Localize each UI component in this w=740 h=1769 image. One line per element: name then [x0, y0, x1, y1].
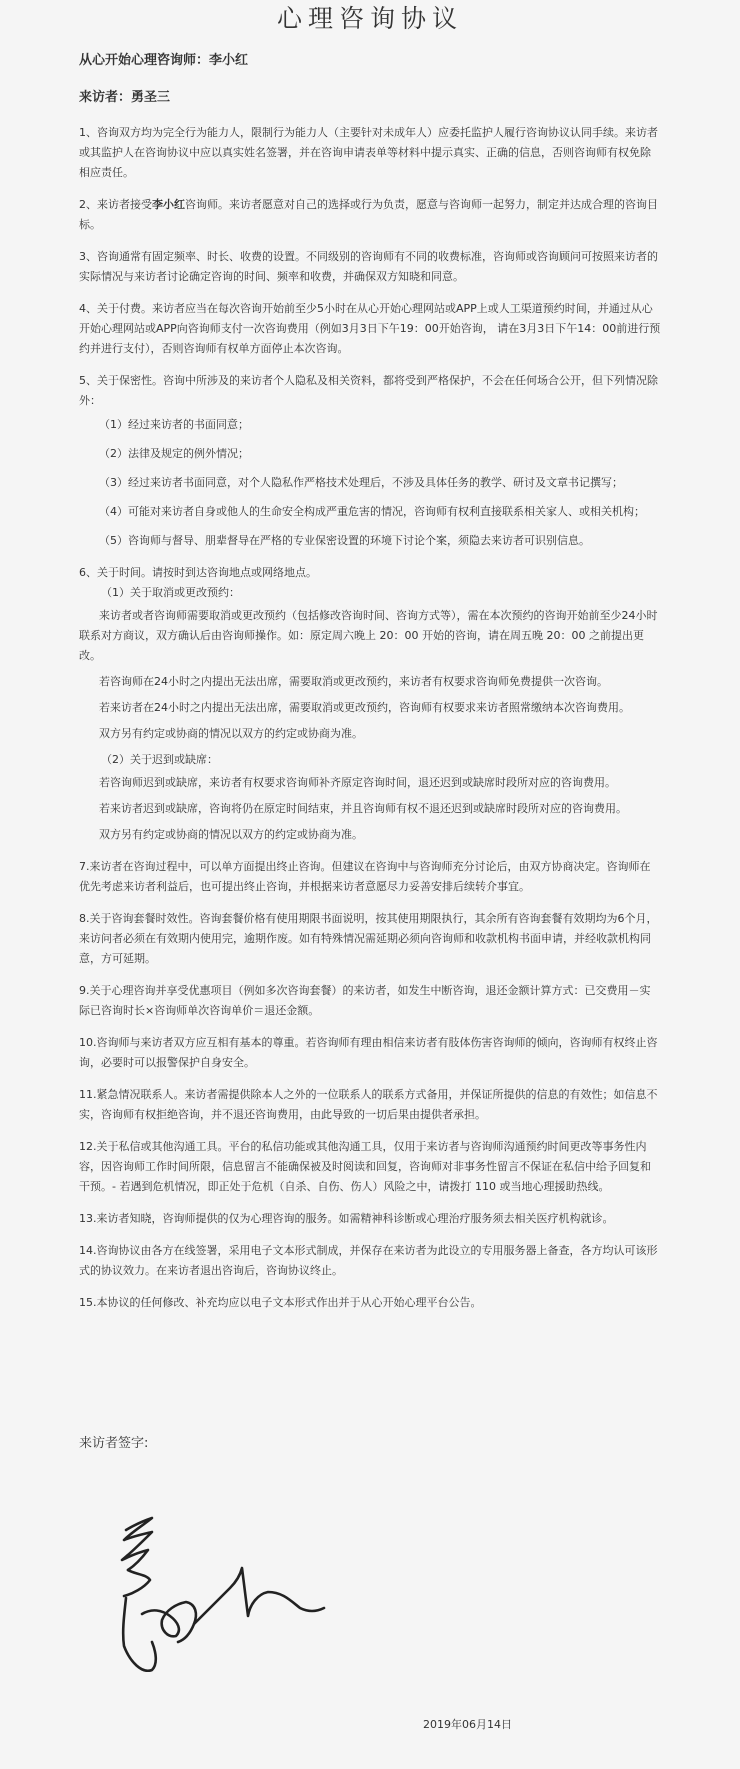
clause-6-paragraph: 若咨询师迟到或缺席，来访者有权要求咨询师补齐原定咨询时间，退还迟到或缺席时段所对应的咨询费用。 — [99, 776, 616, 789]
clause-6-paragraph: 双方另有约定或协商的情况以双方的约定或协商为准。 — [99, 828, 363, 841]
visitor-line: 来访者：勇圣三 — [79, 90, 171, 105]
clause-11: 11.紧急情况联系人。来访者需提供除本人之外的一位联系人的联系方式备用，并保证所提供的信息的有效性；如信息不实，咨询师有权拒绝咨询，并不退还咨询费用，由此导致的一切后果由提供者承担。 — [79, 1088, 658, 1121]
clause-2-suffix: 咨询师。来访者愿意对自己的选择或行为负责，愿意与咨询师一起努力，制定并达成合理的咨询目标。 — [79, 198, 658, 231]
clause-4: 4、关于付费。来访者应当在每次咨询开始前至少5小时在从心开始心理网站或APP上或人工渠道预约时间，并通过从心开始心理网站或APP向咨询师支付一次咨询费用（例如3月3日下午19：00开始咨询， 请在3月3日下午14：00前进行预约并进行支付），否则咨询师有权单方面停止本次咨询。 — [79, 302, 661, 355]
clause-9: 9.关于心理咨询并享受优惠项目（例如多次咨询套餐）的来访者，如发生中断咨询，退还金额计算方式：已交费用－实际已咨询时长×咨询师单次咨询单价＝退还金额。 — [79, 984, 651, 1017]
clause-2-counselor-name: 李小红 — [152, 198, 185, 211]
clause-12: 12.关于私信或其他沟通工具。平台的私信功能或其他沟通工具，仅用于来访者与咨询师沟通预约时间更改等事务性内容，因咨询师工作时间所限，信息留言不能确保被及时阅读和回复，咨询师对非事务性留言不保证在私信中给予回复和干预。- 若遇到危机情况，即正处于危机（自杀、自伤、伤人）风险之中，请拨打 110 或当地心理援助热线。 — [79, 1140, 651, 1193]
counselor-line: 从心开始心理咨询师：李小红 — [79, 53, 249, 68]
signature-label: 来访者签字: — [79, 1436, 149, 1451]
clause-5-item: （1）经过来访者的书面同意； — [99, 418, 249, 431]
clause-13: 13.来访者知晓，咨询师提供的仅为心理咨询的服务。如需精神科诊断或心理治疗服务须去相关医疗机构就诊。 — [79, 1212, 614, 1225]
clause-6 — [79, 563, 661, 845]
clause-5-item: （4）可能对来访者自身或他人的生命安全构成严重危害的情况，咨询师有权利直接联系相关家人、或相关机构； — [99, 505, 645, 518]
clause-15: 15.本协议的任何修改、补充均应以电子文本形式作出并于从心开始心理平台公告。 — [79, 1296, 482, 1309]
clause-list — [79, 123, 661, 1313]
clause-14: 14.咨询协议由各方在线签署，采用电子文本形式制成，并保存在来访者为此设立的专用服务器上备查，各方均认可该形式的协议效力。在来访者退出咨询后，咨询协议终止。 — [79, 1244, 658, 1277]
clause-6-paragraph: 双方另有约定或协商的情况以双方的约定或协商为准。 — [99, 727, 363, 740]
clause-6-paragraph — [79, 606, 661, 666]
clause-8: 8.关于咨询套餐时效性。咨询套餐价格有使用期限书面说明，按其使用期限执行，其余所有咨询套餐有效期均为6个月，来访问者必须在有效期内使用完，逾期作废。如有特殊情况需延期必须向咨询师和收款机构书面申请，并经收款机构同意，方可延期。 — [79, 912, 658, 965]
clause-5-item: （2）法律及规定的例外情况； — [99, 447, 249, 460]
clause-5-intro: 5、关于保密性。咨询中所涉及的来访者个人隐私及相关资料，都将受到严格保护，不会在任何场合公开，但下列情况除外： — [79, 374, 658, 407]
clause-5 — [79, 371, 661, 551]
clause-6-paragraph: 若来访者在24小时之内提出无法出席，需要取消或更改预约，咨询师有权要求来访者照常缴纳本次咨询费用。 — [99, 701, 630, 714]
signature-date: 2019年06月14日 — [423, 1718, 512, 1731]
clause-5-item: （5）咨询师与督导、朋辈督导在严格的专业保密设置的环境下讨论个案，须隐去来访者可识别信息。 — [99, 534, 590, 547]
page-title: 心理咨询协议 — [276, 4, 463, 33]
clause-6-subheading-late: （2）关于迟到或缺席： — [101, 753, 218, 766]
clause-10: 10.咨询师与来访者双方应互相有基本的尊重。若咨询师有理由相信来访者有肢体伤害咨询师的倾向，咨询师有权终止咨询，必要时可以报警保护自身安全。 — [79, 1036, 658, 1069]
clause-2 — [79, 195, 661, 235]
clause-2-prefix: 2、来访者接受 — [79, 198, 152, 211]
clause-6-intro: 6、关于时间。请按时到达咨询地点或网络地点。 — [79, 566, 317, 579]
clause-1: 1、咨询双方均为完全行为能力人，限制行为能力人（主要针对未成年人）应委托监护人履行咨询协议认同手续。来访者或其监护人在咨询协议中应以真实姓名签署，并在咨询申请表单等材料中提示真实、正确的信息，否则咨询师有权免除相应责任。 — [79, 126, 658, 179]
clause-6-paragraph: 若咨询师在24小时之内提出无法出席，需要取消或更改预约，来访者有权要求咨询师免费提供一次咨询。 — [99, 675, 608, 688]
handwritten-signature — [112, 1512, 332, 1672]
clause-6-paragraph: 若来访者迟到或缺席，咨询将仍在原定时间结束，并且咨询师有权不退还迟到或缺席时段所对应的咨询费用。 — [99, 802, 627, 815]
clause-6-subheading-cancel: （1）关于取消或更改预约： — [101, 586, 240, 599]
clause-6-paragraph-text: 来访者或者咨询师需要取消或更改预约（包括修改咨询时间、咨询方式等），需在本次预约的咨询开始前至少24小时联系对方商议，双方确认后由咨询师操作。如：原定周六晚上 20：00 开始的咨询，请在周五晚 20：00 之前提出更改。 — [79, 609, 658, 662]
clause-7: 7.来访者在咨询过程中，可以单方面提出终止咨询。但建议在咨询中与咨询师充分讨论后，由双方协商决定。咨询师在优先考虑来访者利益后，也可提出终止咨询，并根据来访者意愿尽力妥善安排后续转介事宜。 — [79, 860, 651, 893]
clause-3: 3、咨询通常有固定频率、时长、收费的设置。不同级别的咨询师有不同的收费标准，咨询师或咨询顾问可按照来访者的实际情况与来访者讨论确定咨询的时间、频率和收费，并确保双方知晓和同意。 — [79, 250, 658, 283]
clause-5-item: （3）经过来访者书面同意，对个人隐私作严格技术处理后，不涉及具体任务的教学、研讨及文章书记撰写； — [99, 476, 623, 489]
